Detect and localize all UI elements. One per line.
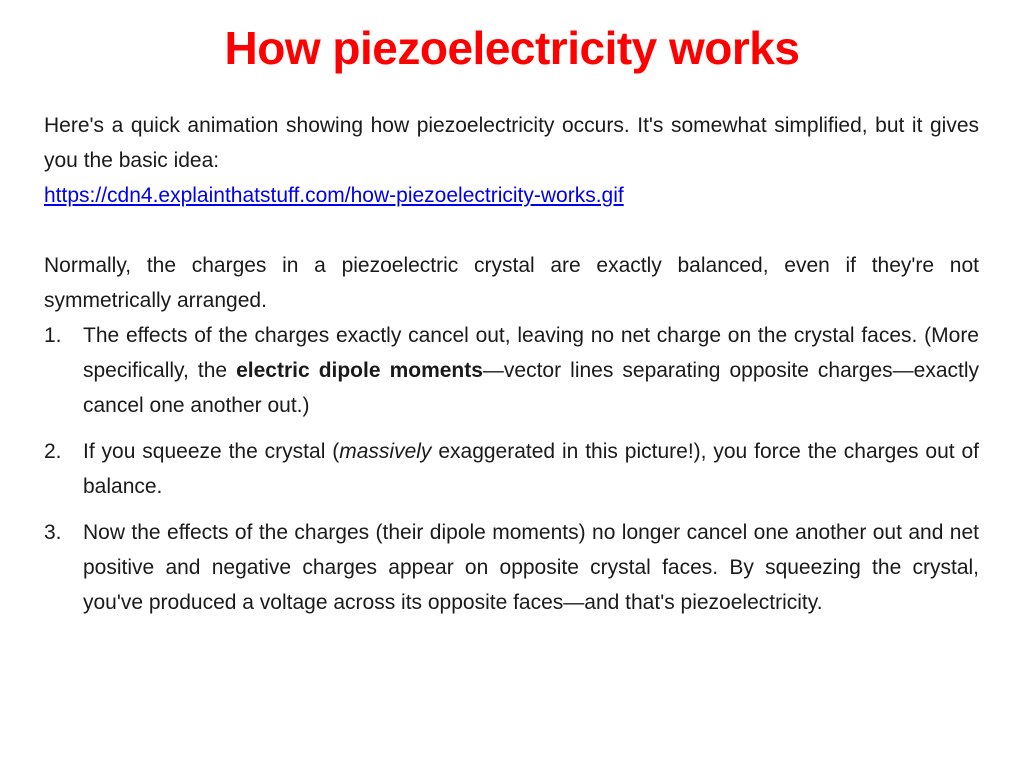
list-text: If you squeeze the crystal ( (83, 440, 340, 463)
list-text: The effects of the charges exactly cancel out, leaving no net charge on the crystal faces. (More specifically, the (83, 324, 979, 382)
slide-title: How piezoelectricity works (224, 22, 800, 74)
animation-link-line (44, 178, 979, 213)
slide-body (44, 108, 979, 631)
list-number: 1. (44, 324, 62, 347)
list-number: 2. (44, 440, 62, 463)
list-text: —vector lines separating opposite charges—exactly cancel one another out.) (83, 359, 980, 417)
list-number: 3. (44, 521, 62, 544)
animation-link[interactable]: https://cdn4.explainthatstuff.com/how-piezoelectricity-works.gif (44, 184, 624, 207)
paragraph-spacer (44, 213, 979, 248)
list-item (44, 515, 979, 620)
list-item (44, 434, 979, 504)
explanation-list (44, 318, 979, 620)
list-item (44, 318, 979, 423)
intro-paragraph: Here's a quick animation showing how piezoelectricity occurs. It's somewhat simplified, but it gives you the basic idea: (44, 114, 979, 172)
list-text: exaggerated in this picture!), you force the charges out of balance. (83, 440, 979, 498)
list-text-italic: massively (339, 440, 432, 463)
list-text-bold: electric dipole moments (236, 359, 483, 382)
balanced-charges-paragraph: Normally, the charges in a piezoelectric crystal are exactly balanced, even if they're not symmetrically arranged. (44, 254, 979, 312)
list-text: Now the effects of the charges (their dipole moments) no longer cancel one another out and net positive and negative charges appear on opposite crystal faces. By squeezing the crystal, you've produced a voltage across its opposite faces—and that's piezoelectricity. (83, 521, 979, 614)
